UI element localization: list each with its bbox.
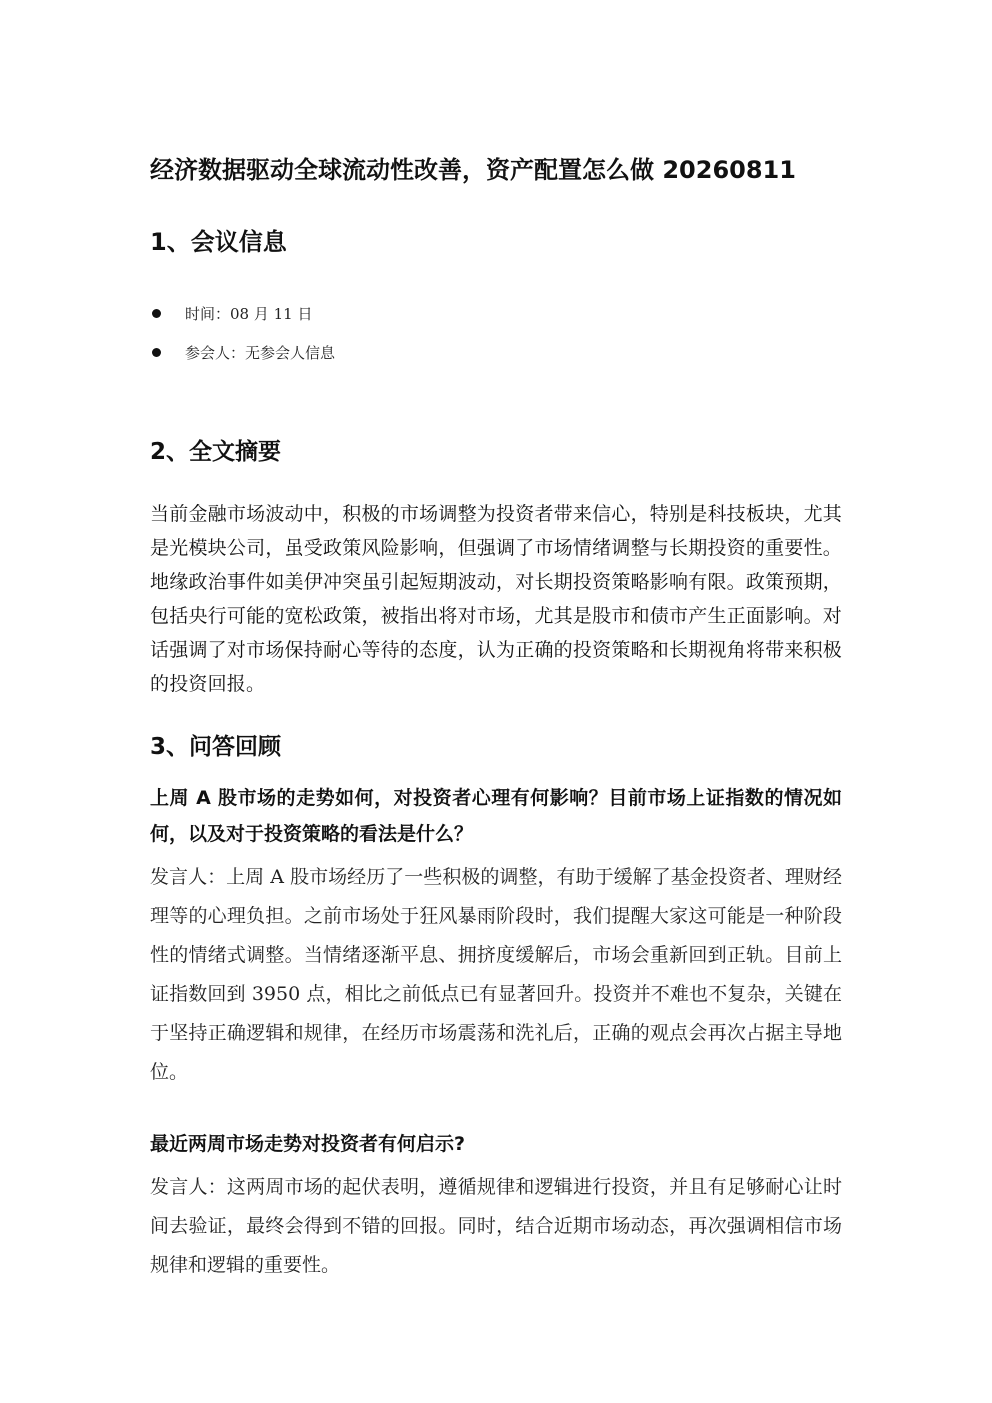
qa-question: 上周 A 股市场的走势如何，对投资者心理有何影响？目前市场上证指数的情况如何，以及对于投资策略的看法是什么？	[150, 787, 842, 845]
summary-paragraph: 当前金融市场波动中，积极的市场调整为投资者带来信心，特别是科技板块，尤其是光模块公司，虽受政策风险影响，但强调了市场情绪调整与长期投资的重要性。地缘政治事件如美伊冲突虽引起短期波动，对长期投资策略影响有限。政策预期，包括央行可能的宽松政策，被指出将对市场，尤其是股市和债市产生正面影响。对话强调了对市场保持耐心等待的态度，认为正确的投资策略和长期视角将带来积极的投资回报。	[150, 503, 842, 695]
bullet-dot-icon	[152, 348, 161, 357]
meeting-time-text: 时间：08 月 11 日	[185, 305, 313, 323]
bullet-dot-icon	[152, 309, 161, 318]
section-heading-summary: 2、全文摘要	[150, 439, 282, 465]
meeting-participants-text: 参会人：无参会人信息	[185, 344, 336, 362]
document-title: 经济数据驱动全球流动性改善，资产配置怎么做 20260811	[150, 156, 796, 184]
meeting-info-list	[150, 294, 840, 372]
meeting-info-item-participants	[150, 333, 840, 372]
qa-item	[150, 780, 842, 1092]
qa-question: 最近两周市场走势对投资者有何启示?	[150, 1133, 466, 1155]
qa-answer: 发言人：上周 A 股市场经历了一些积极的调整，有助于缓解了基金投资者、理财经理等的心理负担。之前市场处于狂风暴雨阶段时，我们提醒大家这可能是一种阶段性的情绪式调整。当情绪逐渐平息、拥挤度缓解后，市场会重新回到正轨。目前上证指数回到 3950 点，相比之前低点已有显著回升。投资并不难也不复杂，关键在于坚持正确逻辑和规律，在经历市场震荡和洗礼后，正确的观点会再次占据主导地位。	[150, 866, 842, 1083]
qa-item	[150, 1126, 842, 1285]
section-heading-qa-review: 3、问答回顾	[150, 734, 282, 760]
qa-answer: 发言人：这两周市场的起伏表明，遵循规律和逻辑进行投资，并且有足够耐心让时间去验证，最终会得到不错的回报。同时，结合近期市场动态，再次强调相信市场规律和逻辑的重要性。	[150, 1176, 842, 1276]
section-heading-meeting-info: 1、会议信息	[150, 228, 287, 256]
meeting-info-item-time	[150, 294, 840, 333]
